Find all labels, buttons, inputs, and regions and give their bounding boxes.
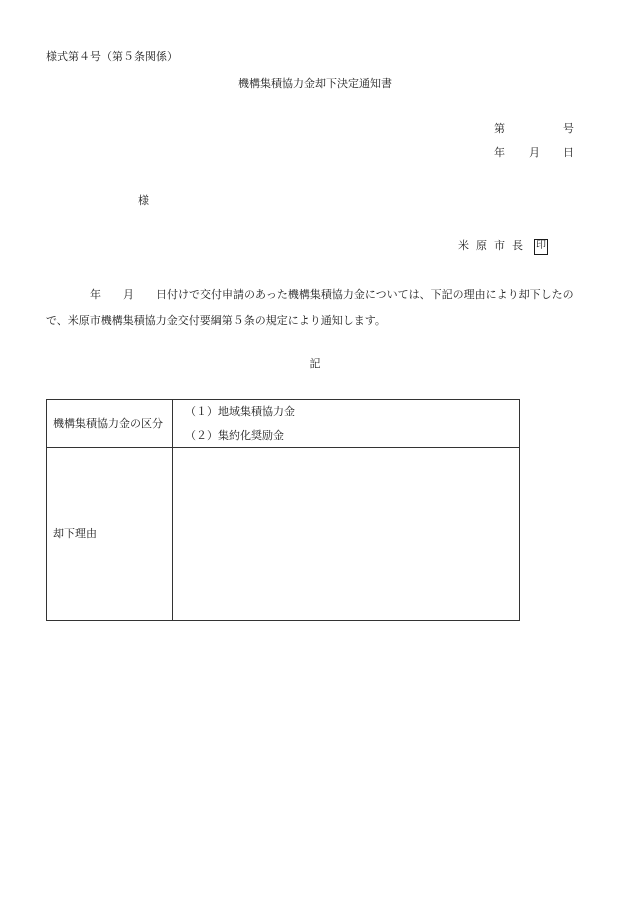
issuer-char: 市 [494, 239, 505, 252]
body-text-line-1 [46, 288, 574, 302]
date-day: 日 [563, 146, 574, 159]
addressee-suffix: 様 [138, 194, 149, 207]
body-month: 月 [123, 288, 134, 301]
category-options [173, 400, 520, 448]
date-year: 年 [494, 146, 505, 159]
form-number: 様式第４号（第５条関係） [46, 50, 178, 63]
issuer [458, 239, 548, 255]
body-text-line-2: で、米原市機構集積協力金交付要綱第５条の規定により通知します。 [46, 314, 386, 327]
issuer-char: 長 [512, 239, 523, 252]
table-row [47, 448, 520, 621]
table-row [47, 400, 520, 448]
category-option: （１）地域集積協力金 [185, 404, 295, 418]
reason-label: 却下理由 [47, 448, 173, 621]
issuer-char: 米 [458, 239, 469, 252]
doc-number-suffix: 号 [563, 122, 574, 135]
body-year: 年 [90, 288, 101, 301]
date-month: 月 [529, 146, 540, 159]
category-option: （２）集約化奨励金 [185, 428, 284, 442]
seal-mark: 印 [534, 239, 548, 255]
issuer-char: 原 [476, 239, 487, 252]
doc-number-prefix: 第 [494, 122, 505, 135]
document-title: 機構集積協力金却下決定通知書 [238, 77, 392, 90]
reason-field[interactable] [173, 448, 520, 621]
details-table [46, 399, 520, 621]
category-label: 機構集積協力金の区分 [47, 400, 173, 448]
body-line1-text: 日付けで交付申請のあった機構集積協力金については、下記の理由により却下したの [156, 288, 574, 301]
ki-heading: 記 [309, 357, 321, 370]
